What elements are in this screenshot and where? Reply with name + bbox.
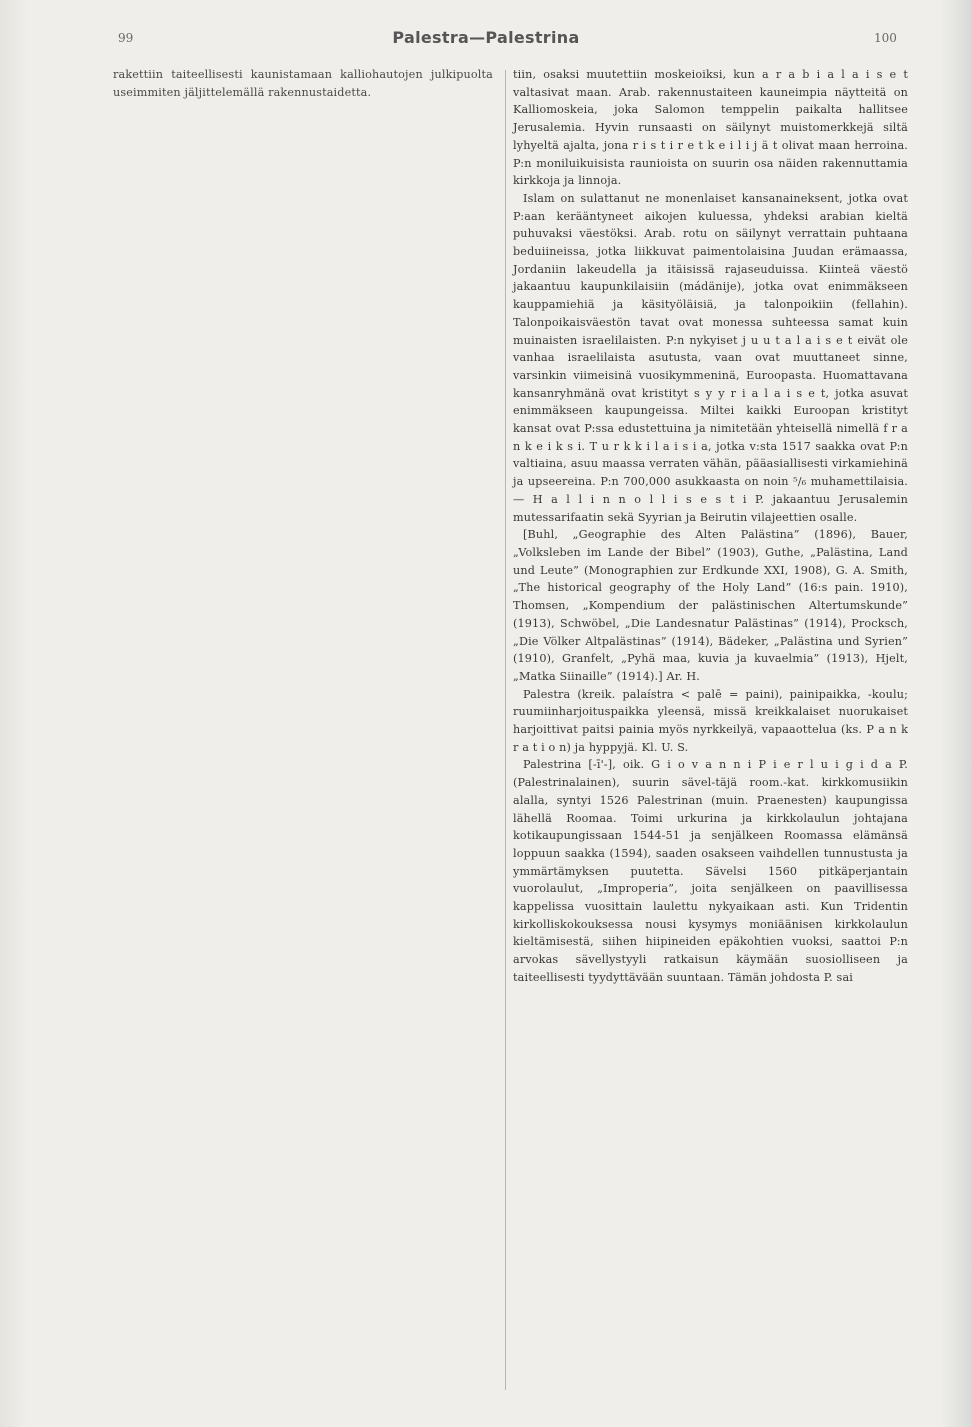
page-edge-shadow [0,0,28,1427]
page-number-right: 100 [874,31,897,45]
running-title: Palestra—Palestrina [392,28,580,47]
left-column [113,66,493,101]
left-paragraph: rakettiin taiteellisesti kaunistamaan kalliohautojen julkipuolta useimmiten jäljittelemällä rakennustaidetta. [113,68,493,99]
right-column [513,66,908,987]
entry-palestra: Palestra (kreik. palaístra < palē = paini), painipaikka, -koulu; ruumiinharjoituspaikka yleensä, missä kreikkalaiset nuorukaiset harjoittivat paitsi painia myös nyrkkeilyä, vapaaottelua (ks. P a n k r a t i o n) ja hyppyjä. Kl. U. S. [513,687,908,754]
right-paragraph: Islam on sulattanut ne monenlaiset kansanaineksent, jotka ovat P:aan kerääntyneet aikojen kuluessa, yhdeksi arabian kieltä puhuvaksi väestöksi. Arab. rotu on säilynyt verrattain puhtaana beduiineissa, jotka liikkuvat paimentolaisina Juudan erämaassa, Jordaniin lakeudella ja itäisissä rajaseuduissa. Kiinteä väestö jakaantuu kaupunkilaisiin (mádänije), jotka ovat enimmäkseen kauppamiehiä ja käsityöläisiä, ja talonpoikiin (fellahin). Talonpoikaisväestön tavat ovat monessa suhteessa samat kuin muinaisten israelilaisten. P:n nykyiset j u u t a l a i s e t eivät ole vanhaa israelilaista asutusta, vaan ovat muuttaneet sinne, varsinkin viimeisinä vuosikymmeninä, Euroopasta. Huomattavana kansanryhmänä ovat kristityt s y y r i a l a i s e t, jotka asuvat enimmäkseen kaupungeissa. Miltei kaikki Euroopan kristityt kansat ovat P:ssa edustettuina ja nimitetään yhteisellä nimellä f r a n k e i k s i. T u r k k i l a i s i a, jotka v:sta 1517 saakka ovat P:n valtiaina, asuu maassa verraten vähän, pääasiallisesti virkamiehinä ja upseereina. P:n 700,000 asukkaasta on noin ⁵/₆ muhamettilaisia. — H a l l i n n o l l i s e s t i P. jakaantuu Jerusalemin mutessarifaatin sekä Syyrian ja Beirutin vilajeettien osalle. [513,191,908,524]
bibliography-paragraph: [Buhl, „Geographie des Alten Palästina” (1896), Bauer, „Volksleben im Lande der Bibel” (1903), Guthe, „Palästina, Land und Leute” (Monographien zur Erdkunde XXI, 1908), G. A. Smith, „The historical geography of the Holy Land” (16:s pain. 1910), Thomsen, „Kompendium der palästinischen Altertumskunde” (1913), Schwöbel, „Die Landesnatur Palästinas” (1914), Procksch, „Die Völker Altpalästinas” (1914), Bädeker, „Palästina und Syrien” (1910), Granfelt, „Pyhä maa, kuvia ja kuvaelmia” (1913), Hjelt, „Matka Siinaille” (1914).] Ar. H. [513,528,908,683]
page-right-margin [940,0,972,1427]
right-paragraph: tiin, osaksi muutettiin moskeioiksi, kun a r a b i a l a i s e t valtasivat maan. Arab. rakennustaiteen kauneimpia näytteitä on Kalliomoskeia, joka Salomon temppelin paikalta hallitsee Jerusalemia. Hyvin runsaasti on säilynyt muistomerkkejä siltä lyhyeltä ajalta, jona r i s t i r e t k e i l i j ä t olivat maan herroina. P:n moniluikuisista raunioista on suurin osa näiden rakennuttamia kirkkoja ja linnoja. [513,68,908,188]
page-number-left: 99 [118,31,134,45]
entry-palestrina: Palestrina [-ī'-], oik. G i o v a n n i P i e r l u i g i d a P. (Palestrinalainen), suurin sävel-täjä room.-kat. kirkkomusiikin alalla, syntyi 1526 Palestrinan (muin. Praenesten) kaupungissa lähellä Roomaa. Toimi urkurina ja kirkkolaulun johtajana kotikaupungissaan 1544-51 ja senjälkeen Roomassa elämänsä loppuun saakka (1594), saaden osakseen vaihdellen tunnustusta ja ymmärtämyksen puutetta. Sävelsi 1560 pitkäperjantain vuorolaulut, „Improperia”, joita senjälkeen on paavillisessa kappelissa vuosittain laulettu nykyaikaan asti. Kun Tridentin kirkolliskokouksessa nousi kysymys moniäänisen kirkkolaulun kieltämisestä, siihen hiipineiden epäkohtien vuoksi, saattoi P:n arvokas sävellystyyli ratkaisun käymään suosiolliseen ja taiteellisesti tyydyttävään suuntaan. Tämän johdosta P. sai [513,758,908,984]
page-header [0,28,972,52]
column-divider [505,70,506,1390]
